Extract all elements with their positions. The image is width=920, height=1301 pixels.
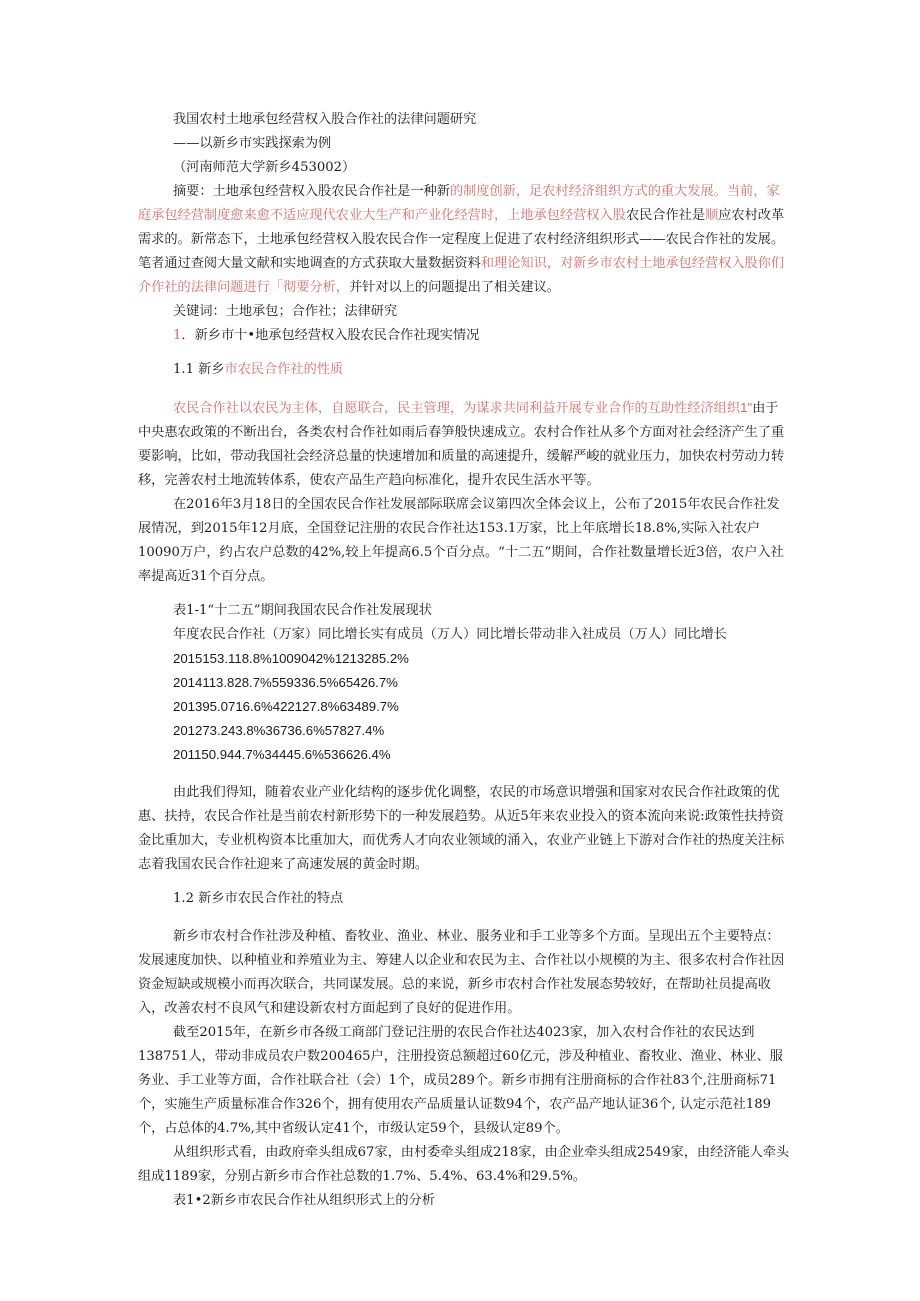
- table-1-row: 2014113.828.7%559336.5%65426.7%: [173, 675, 398, 690]
- abstract-highlight-3: 和理论知识，对新乡市农村土地承包经营权入股你们介作社的法律问题进行「彻要分析，: [138, 256, 785, 295]
- paragraph-xinxiang-features: 新乡市农村合作社涉及种植、畜牧业、渔业、林业、服务业和手工业等多个方面。呈现出五个主要特点：发展速度加快、以种植业和养殖业为主、筹建人以企业和农民为主、合作社以小规模的为主、很多农村合作社因资金短缺或规模小而再次联合，共同谋发展。总的来说，新乡市农村合作社发展态势较好，在帮助社员提高收入，改善农村不良风气和建设新农村方面起到了良好的促进作用。: [138, 929, 785, 1016]
- table-2-caption: 表1•2新乡市农民合作社从组织形式上的分析: [173, 1193, 435, 1208]
- paper-subtitle: ——以新乡市实践探索为例: [173, 136, 332, 151]
- table-1-row: 201273.243.8%36736.6%57827.4%: [173, 723, 385, 738]
- abstract-text-1: 土地承包经营权入股农民合作社是一种新: [212, 184, 450, 199]
- section-1-heading: [138, 324, 790, 348]
- document-body: [138, 108, 790, 1213]
- abstract-label: 摘要：: [173, 184, 213, 199]
- paragraph-organization-form: 从组织形式看，由政府牵头组成67家，由村委牵头组成218家，由企业牵头组成2549家，由经济能人牵头组成1189家，分别占新乡市合作社总数的1.7%、5.4%、63.4%和29.5%。: [138, 1145, 790, 1184]
- paragraph-definition-highlight: 农民合作社以农民为主体，自愿联合，民主管理，为谋求共同利益开展专业合作的互助性经济组织: [173, 401, 741, 416]
- abstract-text-4: 并针对以上的问题提出了相关建议。: [349, 280, 560, 295]
- paper-title: 我国农村土地承包经营权入股合作社的法律问题研究: [173, 112, 477, 127]
- table-1-caption: 表1-1“十二五”期间我国农民合作社发展现状: [173, 603, 432, 618]
- section-1-1-heading: [138, 358, 790, 382]
- section-1-1-prefix: 1.1 新乡: [173, 362, 225, 377]
- section-1-2-heading: 1.2 新乡市农民合作社的特点: [173, 891, 344, 906]
- paragraph-national-stats: 在2016年3月18日的全国农民合作社发展部际联席会议第四次全体会议上，公布了2015年农民合作社发展情况，到2015年12月底，全国登记注册的农民合作社达153.1万家，比上年底增长18.8%,实际入社农户10090万户，约占农户总数的42%,较上年提高6.5个百分点。“十二五”期间，合作社数量增长近3倍，农户入社率提高近31个百分点。: [138, 497, 784, 584]
- table-1-row: 201395.0716.6%422127.8%63489.7%: [173, 699, 399, 714]
- abstract-paragraph: [138, 180, 790, 300]
- author-affiliation: （河南师范大学新乡453002）: [173, 160, 356, 175]
- paragraph-development-trend: 由此我们得知，随着农业产业化结构的逐步优化调整，农民的市场意识增强和国家对农民合作社政策的优惠、扶持，农民合作社是当前农村新形势下的一种发展趋势。从近5年来农业投入的资本流向来说:政策性扶持资金比重加大，专业机构资本比重加大，而优秀人才向农业领域的涌入，农业产业链上下游对合作社的热度关注标志着我国农民合作社迎来了高速发展的黄金时期。: [138, 785, 785, 872]
- section-1-title: ．新乡市十•地承包经营权入股农民合作社现实情况: [181, 328, 480, 343]
- paragraph-cooperative-nature: [138, 396, 790, 493]
- table-1-header: 年度农民合作社（万家）同比增长实有成员（万人）同比增长带动非入社成员（万人）同比增长: [173, 627, 727, 642]
- paragraph-xinxiang-stats: 截至2015年，在新乡市各级工商部门登记注册的农民合作社达4023家，加入农村合作社的农民达到138751人，带动非成员农户数200465户，注册投资总额超过60亿元，涉及种植业、畜牧业、渔业、林业、服务业、手工业等方面，合作社联合社（会）1个，成员289个。新乡市拥有注册商标的合作社83个,注册商标71个，实施生产质量标准合作326个，拥有使用农产品质量认证数94个，农产品产地认证36个, 认定示范社189个，占总体的4.7%,其中省级认定41个，市级认定59个，县级认定89个。: [138, 1025, 783, 1136]
- abstract-text-2: 农民合作社是: [625, 208, 706, 223]
- keywords: 关键词：土地承包；合作社；法律研究: [173, 304, 398, 319]
- section-1-1-title: 市农民合作社的性质: [224, 362, 344, 377]
- table-1-row: 201150.944.7%34445.6%536626.4%: [173, 747, 391, 762]
- table-1-row: 2015153.118.8%1009042%1213285.2%: [173, 651, 409, 666]
- citation-marker: 1": [740, 400, 753, 415]
- abstract-highlight-2: 顺: [705, 208, 719, 223]
- abstract-text-3: 应农村改革需求的。新常态下，土地承包经营权入股农民合作一定程度上促进了农村经济组织形式——农民合作社的发展。笔者通过查阅大量文献和实地调查的方式获取大量数据资料: [138, 208, 785, 271]
- abstract-highlight-1: 的制度创新，足农村经济组织方式的重大发展。当前，家庭承包经营制度愈来愈不适应现代农业大生产和产业化经营时，上地承包经营权入股: [138, 184, 780, 223]
- section-1-number: 1: [173, 328, 182, 343]
- paragraph-definition-rest: 由于中央惠农政策的不断出台，各类农村合作社如雨后春笋般快速成立。农村合作社从多个方面对社会经济产生了重要影响，比如，带动我国社会经济总量的快速增加和质量的高速提升，缓解严峻的就业压力，加快农村劳动力转移，完善农村土地流转体系，使农产品生产趋向标准化，提升农民生活水平等。: [138, 401, 785, 488]
